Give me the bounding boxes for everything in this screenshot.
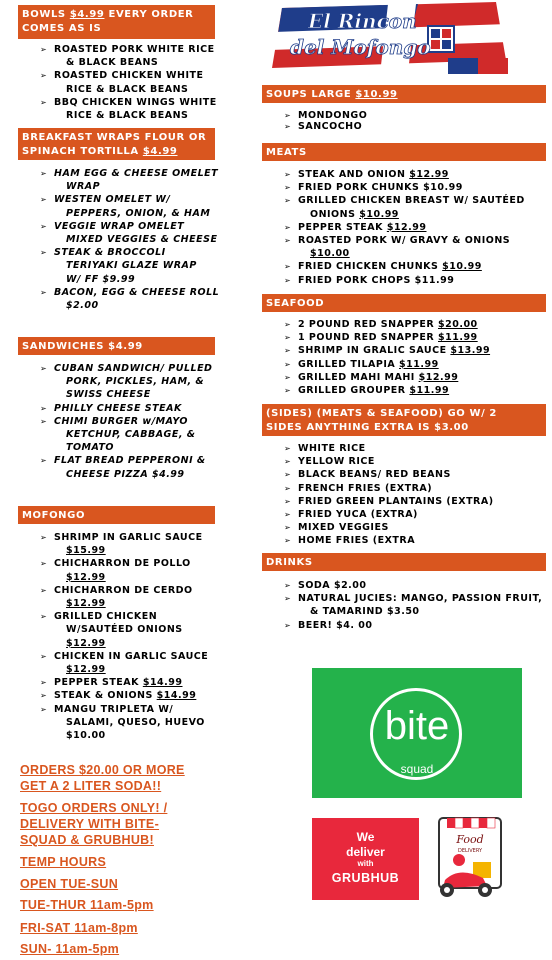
- flag-emblem-icon: [428, 26, 454, 52]
- list-item: ➢ FRIED PORK CHOPS $11.99: [284, 274, 546, 287]
- drinks-header: DRINKS: [262, 553, 546, 571]
- list-item: ➢ ROASTED PORK W/ GRAVY & ONIONS $10.00: [284, 234, 546, 260]
- logo-line2: del Mofongo: [290, 35, 431, 59]
- soups-header: SOUPS LARGE $10.99: [262, 85, 546, 103]
- meats-list: [284, 168, 546, 287]
- list-item: ➢ MANGU TRIPLETA W/ SALAMI, QUESO, HUEVO $10.00: [40, 703, 220, 743]
- drinks-list: [284, 579, 546, 632]
- restaurant-logo: [268, 2, 516, 76]
- list-item: ➢ BLACK BEANS/ RED BEANS: [284, 468, 546, 481]
- list-item: ➢ PEPPER STEAK $14.99: [40, 676, 220, 689]
- list-item: ➢ BEER! $4. 00: [284, 619, 546, 632]
- sandwiches-list: [40, 362, 220, 481]
- list-item: ➢ PEPPER STEAK $12.99: [284, 221, 546, 234]
- sides-list: [284, 442, 546, 548]
- grubhub-brand: GRUBHUB: [331, 871, 400, 885]
- grubhub-badge: [312, 818, 419, 900]
- sides-header: (SIDES) (MEATS & SEAFOOD) GO W/ 2 SIDES ANYTHING EXTRA IS $3.00: [262, 404, 546, 436]
- promo-line: TUE-THUR 11am-5pm: [20, 898, 154, 912]
- list-item: ➢ YELLOW RICE: [284, 455, 546, 468]
- list-item: ➢ VEGGIE WRAP OMELET MIXED VEGGIES & CHEESE: [40, 220, 220, 246]
- list-item: ➢ GRILLED CHICKEN W/SAUTÉED ONIONS $12.99: [40, 610, 220, 650]
- bowls-header: BOWLS $4.99 EVERY ORDER COMES AS IS: [18, 5, 215, 39]
- seafood-list: [284, 318, 546, 397]
- promo-line: TOGO ORDERS ONLY! /: [20, 801, 168, 815]
- grubhub-line2: deliver: [346, 845, 385, 859]
- delivery-label: DELIVERY: [457, 848, 483, 854]
- list-item: ➢ STEAK & ONIONS $14.99: [40, 689, 220, 702]
- mofongo-header: MOFONGO: [18, 506, 215, 524]
- list-item: ➢ 2 POUND RED SNAPPER $20.00: [284, 318, 546, 331]
- list-item: ➢ ROASTED CHICKEN WHITE RICE & BLACK BEANS: [40, 69, 220, 95]
- soups-list: [284, 110, 484, 132]
- list-item: ➢ SHRIMP IN GARLIC SAUCE $15.99: [40, 531, 220, 557]
- list-item: ➢ CHICHARRON DE POLLO $12.99: [40, 557, 220, 583]
- mofongo-list: [40, 531, 220, 742]
- list-item: ➢ CHICHARRON DE CERDO $12.99: [40, 584, 220, 610]
- grubhub-line3: with: [357, 859, 374, 868]
- promo-line: FRI-SAT 11am-8pm: [20, 921, 138, 935]
- promo-line: SUN- 11am-5pm: [20, 942, 120, 956]
- bite-squad-word: squad: [400, 762, 434, 776]
- promo-line: GET A 2 LITER SODA!!: [20, 779, 162, 793]
- list-item: ➢ SHRIMP IN GRALIC SAUCE $13.99: [284, 344, 546, 357]
- list-item: ➢ PHILLY CHEESE STEAK: [40, 402, 220, 415]
- list-item: ➢ ROASTED PORK WHITE RICE & BLACK BEANS: [40, 43, 220, 69]
- sandwiches-header: SANDWICHES $4.99: [18, 337, 215, 355]
- list-item: ➢ GRILLED TILAPIA $11.99: [284, 358, 546, 371]
- promo-line: DELIVERY WITH BITE-: [20, 817, 160, 831]
- list-item: ➢ FRIED PORK CHUNKS $10.99: [284, 181, 546, 194]
- list-item: ➢ 1 POUND RED SNAPPER $11.99: [284, 331, 546, 344]
- list-item: ➢ FRIED CHICKEN CHUNKS $10.99: [284, 260, 546, 273]
- seafood-header: SEAFOOD: [262, 294, 546, 312]
- list-item: ➢ WHITE RICE: [284, 442, 546, 455]
- breakfast-list: [40, 167, 220, 312]
- list-item: ➢ FLAT BREAD PEPPERONI & CHEESE PIZZA $4.99: [40, 454, 220, 480]
- list-item: ➢ BBQ CHICKEN WINGS WHITE RICE & BLACK BEANS: [40, 96, 220, 122]
- list-item: ➢ SODA $2.00: [284, 579, 546, 592]
- list-item: ➢ SANCOCHO: [284, 121, 484, 132]
- list-item: ➢ CHIMI BURGER w/MAYO KETCHUP, CABBAGE, & TOMATO: [40, 415, 220, 455]
- food-label: Food: [456, 833, 484, 846]
- list-item: ➢ CHICKEN IN GARLIC SAUCE $12.99: [40, 650, 220, 676]
- list-item: ➢ WESTEN OMELET W/ PEPPERS, ONION, & HAM: [40, 193, 220, 219]
- list-item: ➢ CUBAN SANDWICH/ PULLED PORK, PICKLES, HAM, & SWISS CHEESE: [40, 362, 220, 402]
- list-item: ➢ MIXED VEGGIES: [284, 521, 546, 534]
- list-item: ➢ BACON, EGG & CHEESE ROLL $2.00: [40, 286, 220, 312]
- promo-line: OPEN TUE-SUN: [20, 877, 119, 891]
- promo-line: TEMP HOURS: [20, 855, 107, 869]
- list-item: ➢ GRILLED MAHI MAHI $12.99: [284, 371, 546, 384]
- breakfast-header: BREAKFAST WRAPS FLOUR OR SPINACH TORTILLA $4.99: [18, 128, 215, 160]
- list-item: ➢ FRENCH FRIES (EXTRA): [284, 482, 546, 495]
- promo-line: SQUAD & GRUBHUB!: [20, 833, 154, 847]
- bite-squad-logo: [312, 668, 522, 798]
- list-item: ➢ FRIED YUCA (EXTRA): [284, 508, 546, 521]
- list-item: ➢ STEAK & BROCCOLI TERIYAKI GLAZE WRAP W/ FF $9.99: [40, 246, 220, 286]
- grubhub-line1: We: [356, 830, 375, 844]
- list-item: ➢ NATURAL JUCIES: MANGO, PASSION FRUIT, & TAMARIND $3.50: [284, 592, 546, 618]
- bite-word: bite: [384, 704, 450, 748]
- promo-line: ORDERS $20.00 OR MORE: [20, 763, 185, 777]
- list-item: ➢ FRIED GREEN PLANTAINS (EXTRA): [284, 495, 546, 508]
- list-item: ➢ GRILLED CHICKEN BREAST W/ SAUTÉED ONIONS $10.99: [284, 194, 546, 220]
- list-item: ➢ HOME FRIES (EXTRA: [284, 534, 546, 547]
- meats-header: MEATS: [262, 143, 546, 161]
- food-delivery-icon: [425, 810, 515, 905]
- list-item: ➢ HAM EGG & CHEESE OMELET WRAP: [40, 167, 220, 193]
- logo-line1: El Rincon: [308, 9, 417, 33]
- list-item: ➢ MONDONGO: [284, 110, 484, 121]
- list-item: ➢ GRILLED GROUPER $11.99: [284, 384, 546, 397]
- bowls-list: [40, 43, 220, 122]
- list-item: ➢ STEAK AND ONION $12.99: [284, 168, 546, 181]
